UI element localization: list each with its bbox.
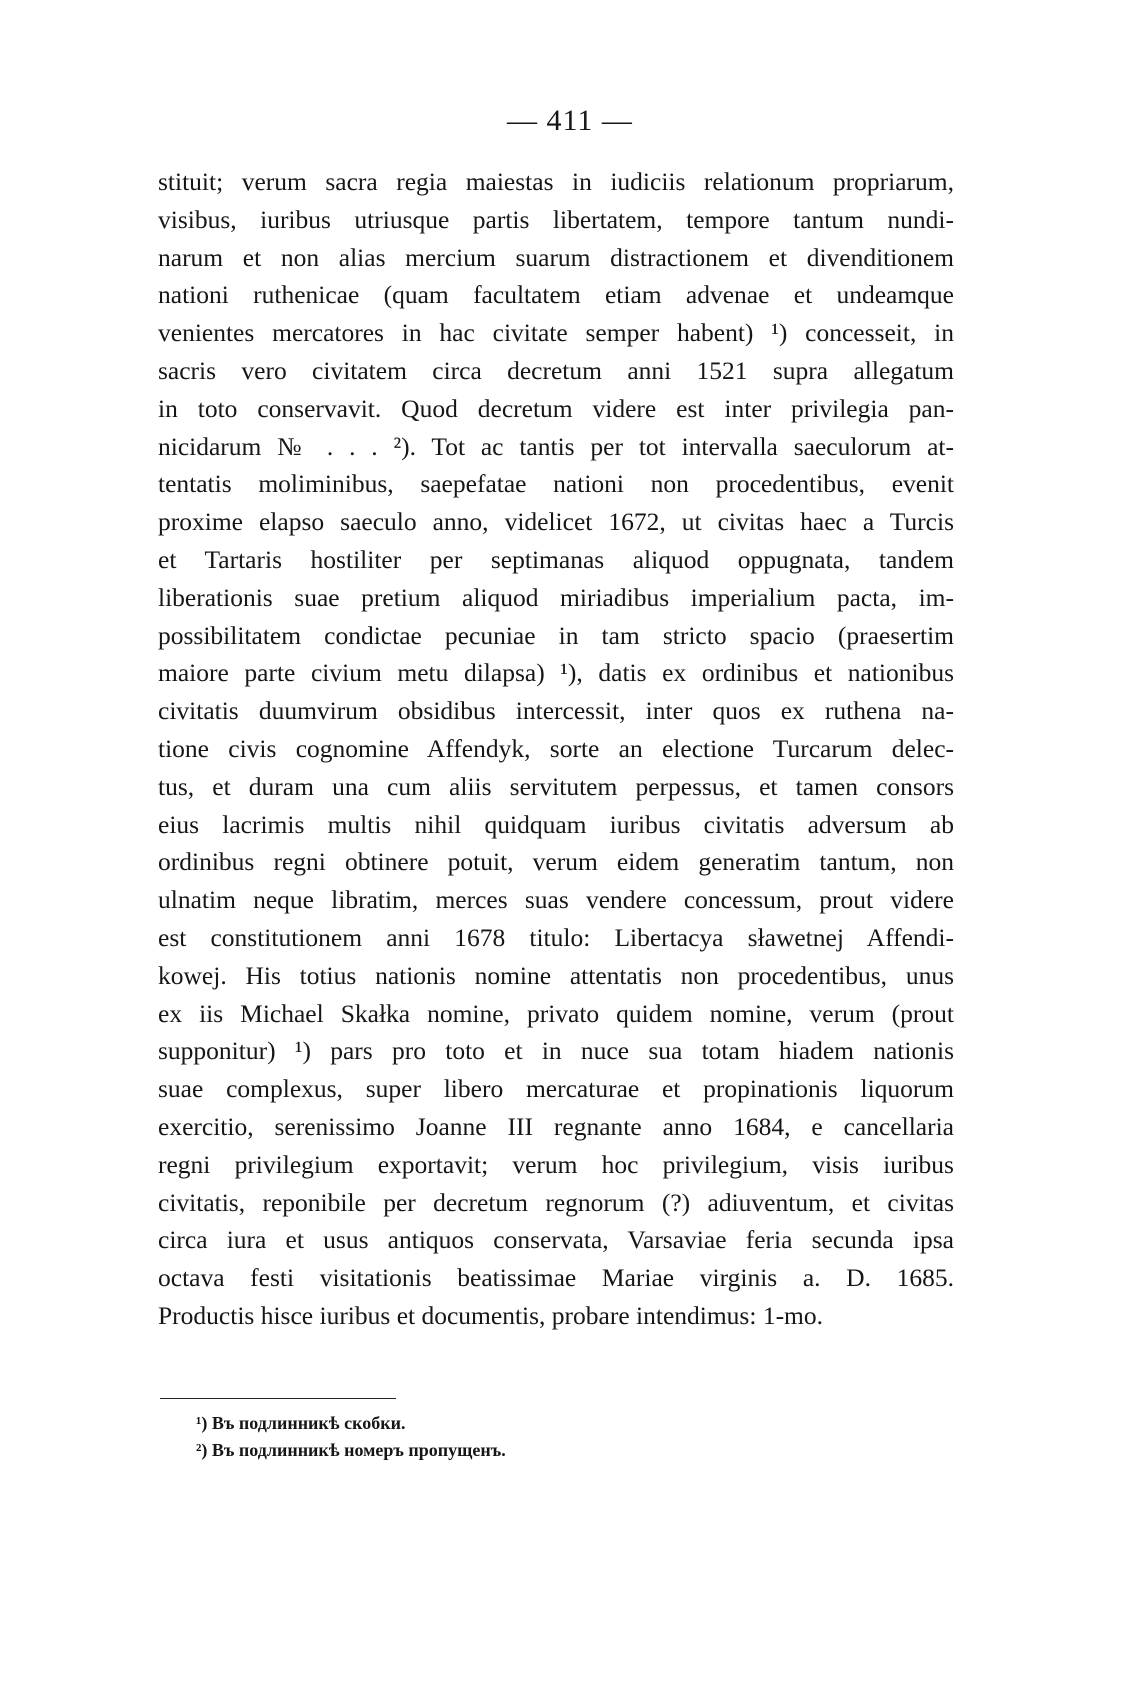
text-line: est constitutionem anni 1678 titulo: Libertacya sławetnej Affendi-: [158, 922, 954, 952]
text-line: supponitur) ¹) pars pro toto et in nuce sua totam hiadem nationis: [158, 1036, 954, 1066]
text-line: tione civis cognomine Affendyk, sorte an electione Turcarum delec-: [158, 733, 954, 763]
text-line: circa iura et usus antiquos conservata, Varsaviae feria secunda ipsa: [158, 1225, 954, 1255]
footnotes: [196, 1410, 896, 1464]
page-number: — 411 —: [507, 104, 633, 137]
text-line: narum et non alias mercium suarum distractionem et divenditionem: [158, 242, 954, 272]
text-line: nicidarum № . . . ²). Tot ac tantis per tot intervalla saeculorum at-: [158, 431, 954, 461]
text-line: tus, et duram una cum aliis servitutem perpessus, et tamen consors: [158, 771, 954, 801]
text-line: nationi ruthenicae (quam facultatem etiam advenae et undeamque: [158, 280, 954, 310]
footnote: ¹) Въ подлинникѣ скобки.: [196, 1413, 406, 1433]
body-text: [158, 163, 954, 1335]
text-line: ordinibus regni obtinere potuit, verum eidem generatim tantum, non: [158, 847, 954, 877]
text-line: stituit; verum sacra regia maiestas in iudiciis relationum propriarum,: [158, 167, 954, 196]
text-line: civitatis, reponibile per decretum regnorum (?) adiuventum, et civitas: [158, 1187, 954, 1217]
text-line: exercitio, serenissimo Joanne III regnante anno 1684, e cancellaria: [158, 1111, 954, 1141]
footnote-rule: [160, 1398, 396, 1399]
text-line: kowej. His totius nationis nomine attentatis non procedentibus, unus: [158, 960, 954, 990]
text-line: maiore parte civium metu dilapsa) ¹), datis ex ordinibus et nationibus: [158, 658, 954, 688]
text-line: eius lacrimis multis nihil quidquam iuribus civitatis adversum ab: [158, 809, 954, 839]
text-line: et Tartaris hostiliter per septimanas aliquod oppugnata, tandem: [158, 544, 954, 574]
text-line: possibilitatem condictae pecuniae in tam stricto spacio (praesertim: [158, 620, 954, 650]
text-line: Productis hisce iuribus et documentis, probare intendimus: 1-mo.: [158, 1300, 824, 1330]
text-line: liberationis suae pretium aliquod miriadibus imperialium pacta, im-: [158, 582, 954, 612]
text-line: ex iis Michael Skałka nomine, privato quidem nomine, verum (prout: [158, 998, 954, 1028]
text-line: suae complexus, super libero mercaturae et propinationis liquorum: [158, 1074, 954, 1104]
text-line: venientes mercatores in hac civitate semper habent) ¹) concesseit, in: [158, 318, 954, 348]
text-line: sacris vero civitatem circa decretum anni 1521 supra allegatum: [158, 355, 954, 385]
footnote: ²) Въ подлинникѣ номеръ пропущенъ.: [196, 1440, 506, 1460]
text-line: civitatis duumvirum obsidibus intercessit, inter quos ex ruthena na-: [158, 696, 954, 726]
text-line: proxime elapso saeculo anno, videlicet 1672, ut civitas haec a Turcis: [158, 507, 954, 537]
text-line: regni privilegium exportavit; verum hoc privilegium, visis iuribus: [158, 1149, 954, 1179]
text-line: octava festi visitationis beatissimae Mariae virginis a. D. 1685.: [158, 1263, 954, 1293]
text-line: ulnatim neque libratim, merces suas vendere concessum, prout videre: [158, 885, 954, 915]
text-line: visibus, iuribus utriusque partis libertatem, tempore tantum nundi-: [158, 204, 954, 234]
text-line: in toto conservavit. Quod decretum videre est inter privilegia pan-: [158, 393, 954, 423]
text-line: tentatis moliminibus, saepefatae nationi non procedentibus, evenit: [158, 469, 954, 499]
